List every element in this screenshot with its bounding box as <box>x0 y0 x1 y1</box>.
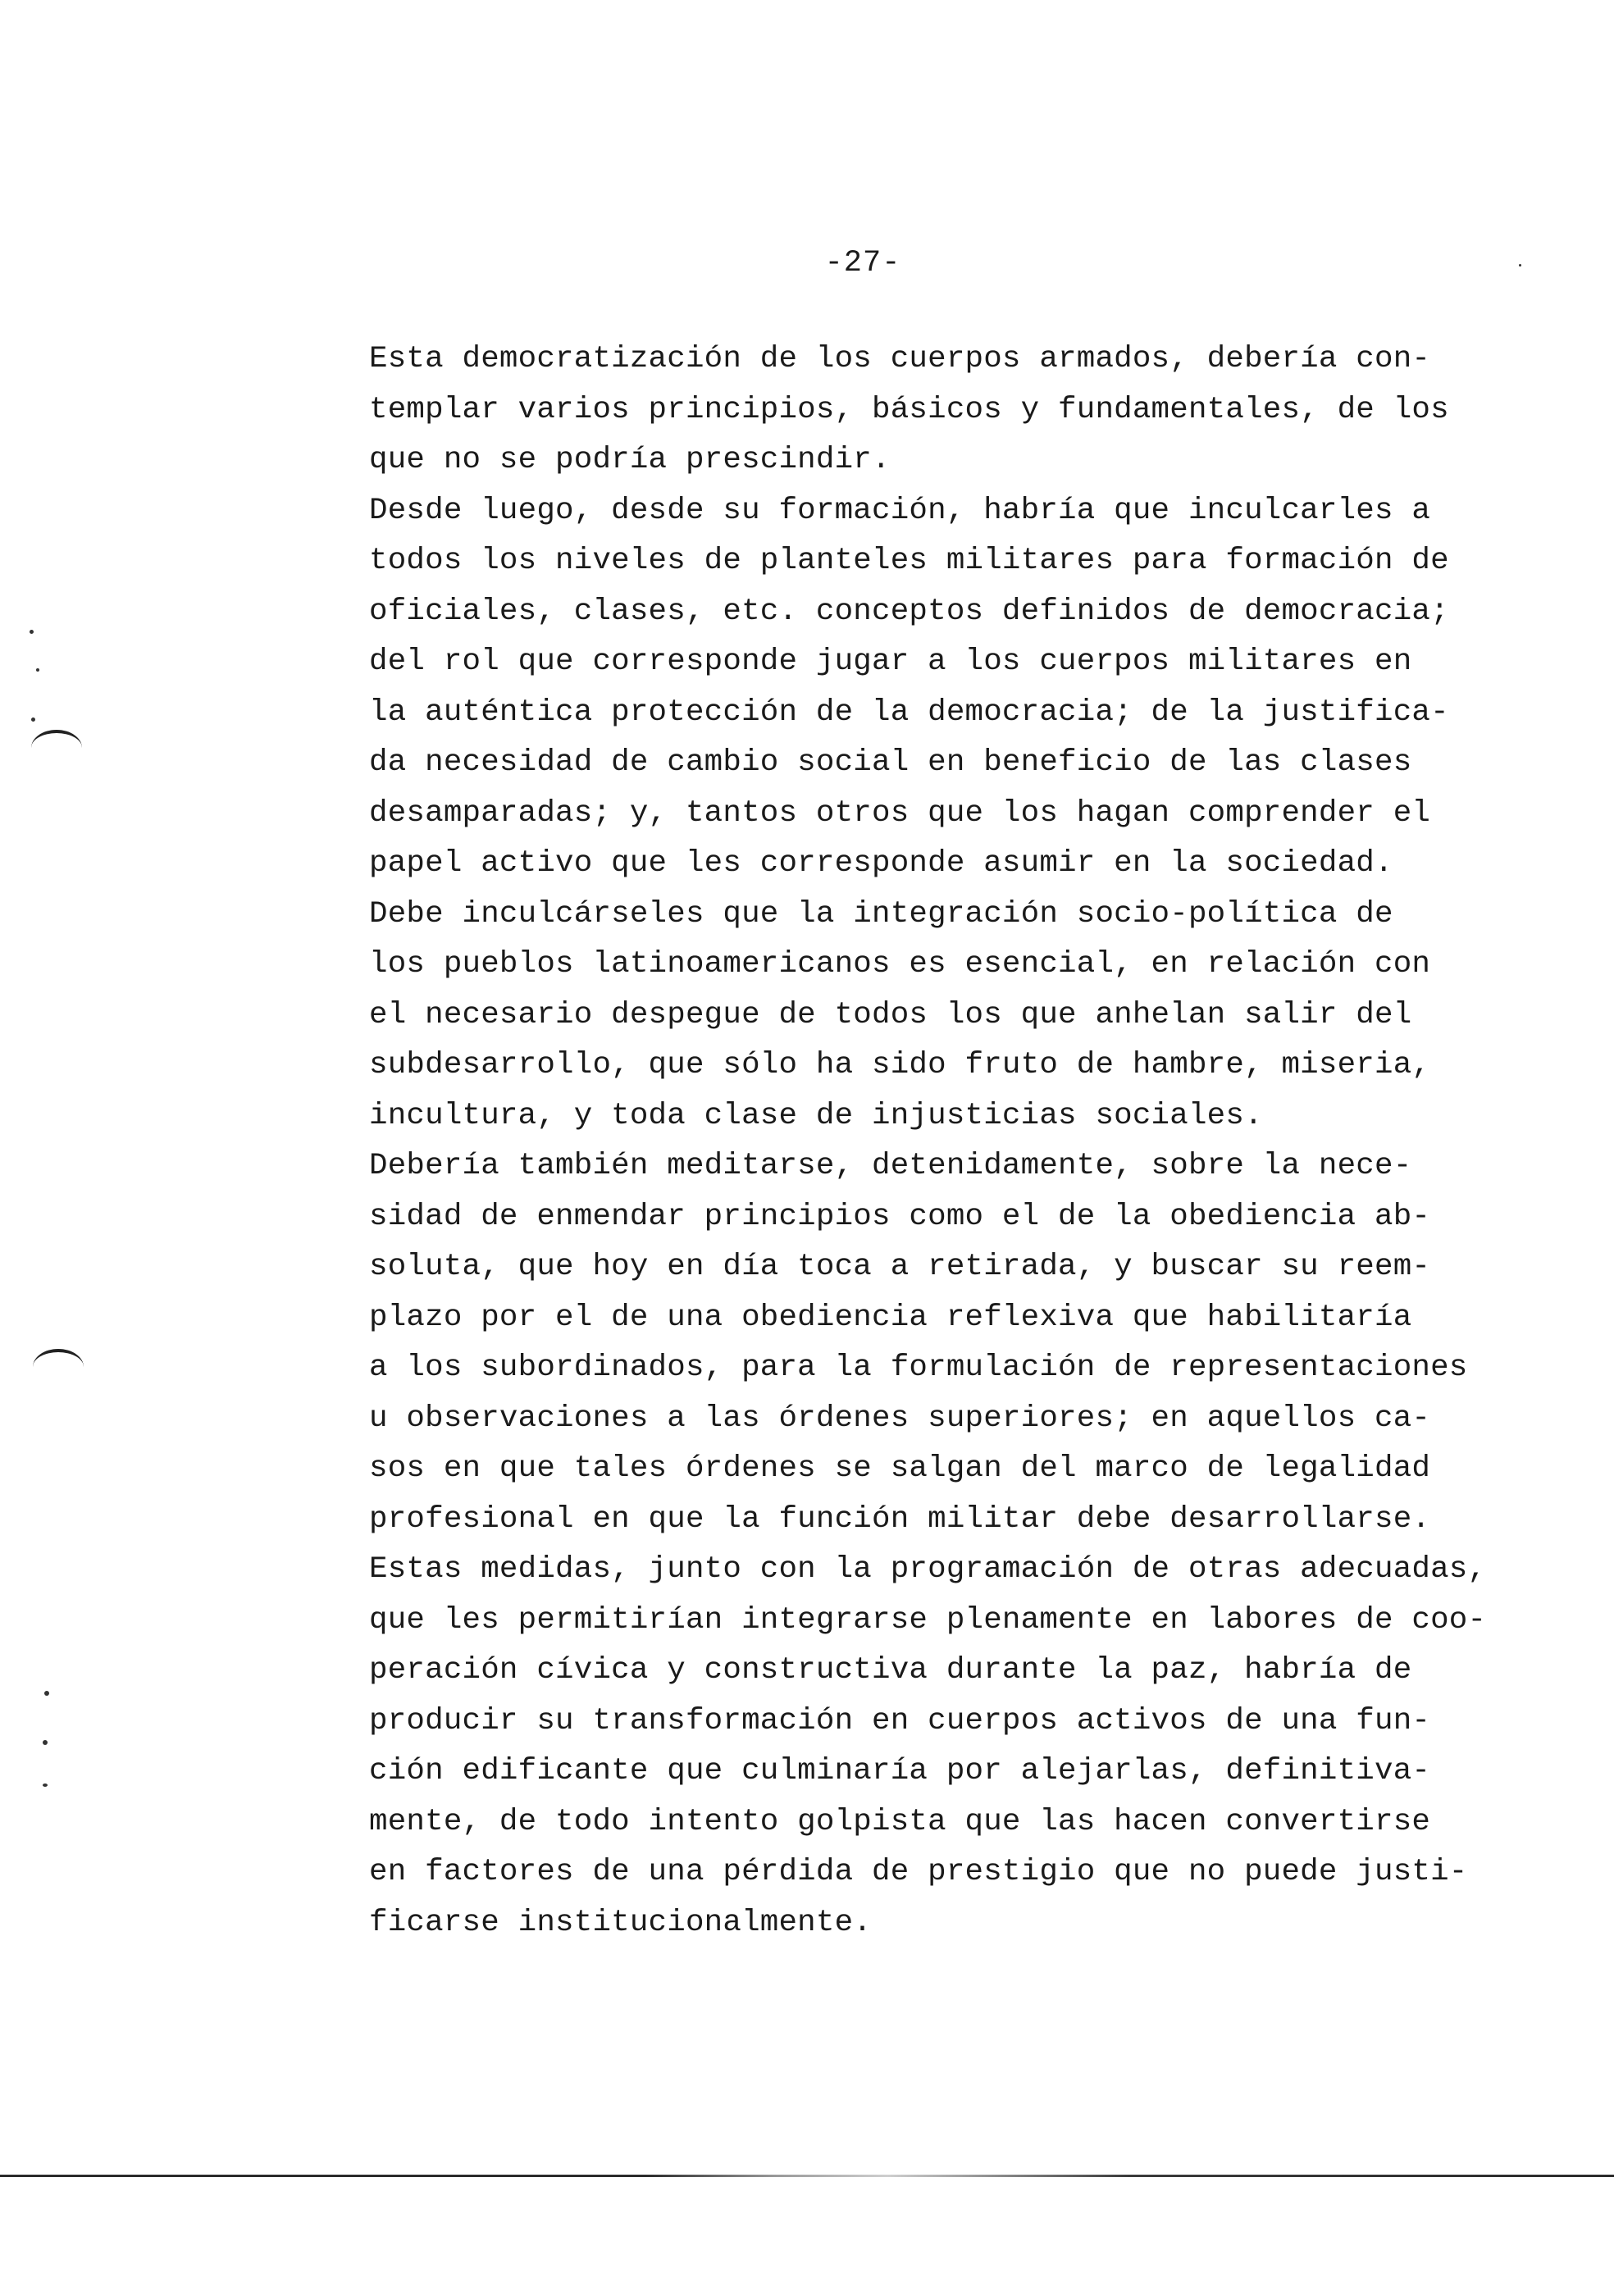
margin-speck <box>44 1691 49 1696</box>
text-line: Debe inculcárseles que la integración socio-política de <box>369 896 1393 932</box>
binder-hole-mark <box>33 1349 84 1385</box>
text-line: que les permitirían integrarse plenamente en labores de coo- <box>369 1602 1487 1638</box>
text-line: mente, de todo intento golpista que las hacen convertirse <box>369 1804 1431 1839</box>
body-text <box>369 335 1566 1948</box>
margin-speck <box>36 668 39 672</box>
margin-speck <box>43 1740 48 1745</box>
margin-speck <box>1519 264 1521 266</box>
text-line: la auténtica protección de la democracia; de la justifica- <box>369 695 1449 730</box>
text-line: producir su transformación en cuerpos activos de una fun- <box>369 1703 1431 1738</box>
text-line: los pueblos latinoamericanos es esencial, en relación con <box>369 947 1431 982</box>
text-line: soluta, que hoy en día toca a retirada, y buscar su reem- <box>369 1250 1431 1284</box>
margin-speck <box>43 1784 48 1787</box>
text-line: a los subordinados, para la formulación de representaciones <box>369 1351 1468 1385</box>
page-number <box>0 246 1614 280</box>
text-line: en factores de una pérdida de prestigio que no puede justi- <box>369 1855 1468 1889</box>
margin-speck <box>30 630 34 634</box>
text-line: da necesidad de cambio social en beneficio de las clases <box>369 745 1412 780</box>
margin-speck <box>31 718 35 722</box>
text-line: sidad de enmendar principios como el de la obediencia ab- <box>369 1199 1431 1234</box>
text-line: plazo por el de una obediencia reflexiva que habilitaría <box>369 1300 1412 1335</box>
text-line: incultura, y toda clase de injusticias sociales. <box>369 1098 1263 1133</box>
text-line: peración cívica y constructiva durante la paz, habría de <box>369 1653 1412 1688</box>
text-line: Desde luego, desde su formación, habría que inculcarles a <box>369 493 1431 528</box>
text-line: Esta democratización de los cuerpos armados, debería con- <box>369 342 1431 376</box>
binder-hole-mark <box>31 730 82 766</box>
text-line: templar varios principios, básicos y fundamentales, de los <box>369 392 1449 427</box>
text-line: u observaciones a las órdenes superiores; en aquellos ca- <box>369 1401 1431 1436</box>
text-line: del rol que corresponde jugar a los cuerpos militares en <box>369 645 1412 679</box>
text-line: todos los niveles de planteles militares para formación de <box>369 544 1449 578</box>
text-line: oficiales, clases, etc. conceptos definidos de democracia; <box>369 594 1449 629</box>
text-line: subdesarrollo, que sólo ha sido fruto de hambre, miseria, <box>369 1048 1431 1082</box>
bottom-rule <box>0 2175 1614 2177</box>
text-line: ficarse institucionalmente. <box>369 1905 872 1940</box>
text-line: el necesario despegue de todos los que anhelan salir del <box>369 997 1412 1032</box>
text-line: profesional en que la función militar debe desarrollarse. <box>369 1501 1431 1537</box>
text-line: que no se podría prescindir. <box>369 443 891 477</box>
text-line: Debería también meditarse, detenidamente, sobre la nece- <box>369 1149 1412 1183</box>
page-number-label: -27- <box>824 246 901 280</box>
text-line: sos en que tales órdenes se salgan del marco de legalidad <box>369 1451 1431 1486</box>
text-line: papel activo que les corresponde asumir en la sociedad. <box>369 846 1393 881</box>
text-line: ción edificante que culminaría por alejarlas, definitiva- <box>369 1754 1431 1788</box>
text-line: Estas medidas, junto con la programación de otras adecuadas, <box>369 1552 1487 1587</box>
text-line: desamparadas; y, tantos otros que los hagan comprender el <box>369 795 1431 831</box>
